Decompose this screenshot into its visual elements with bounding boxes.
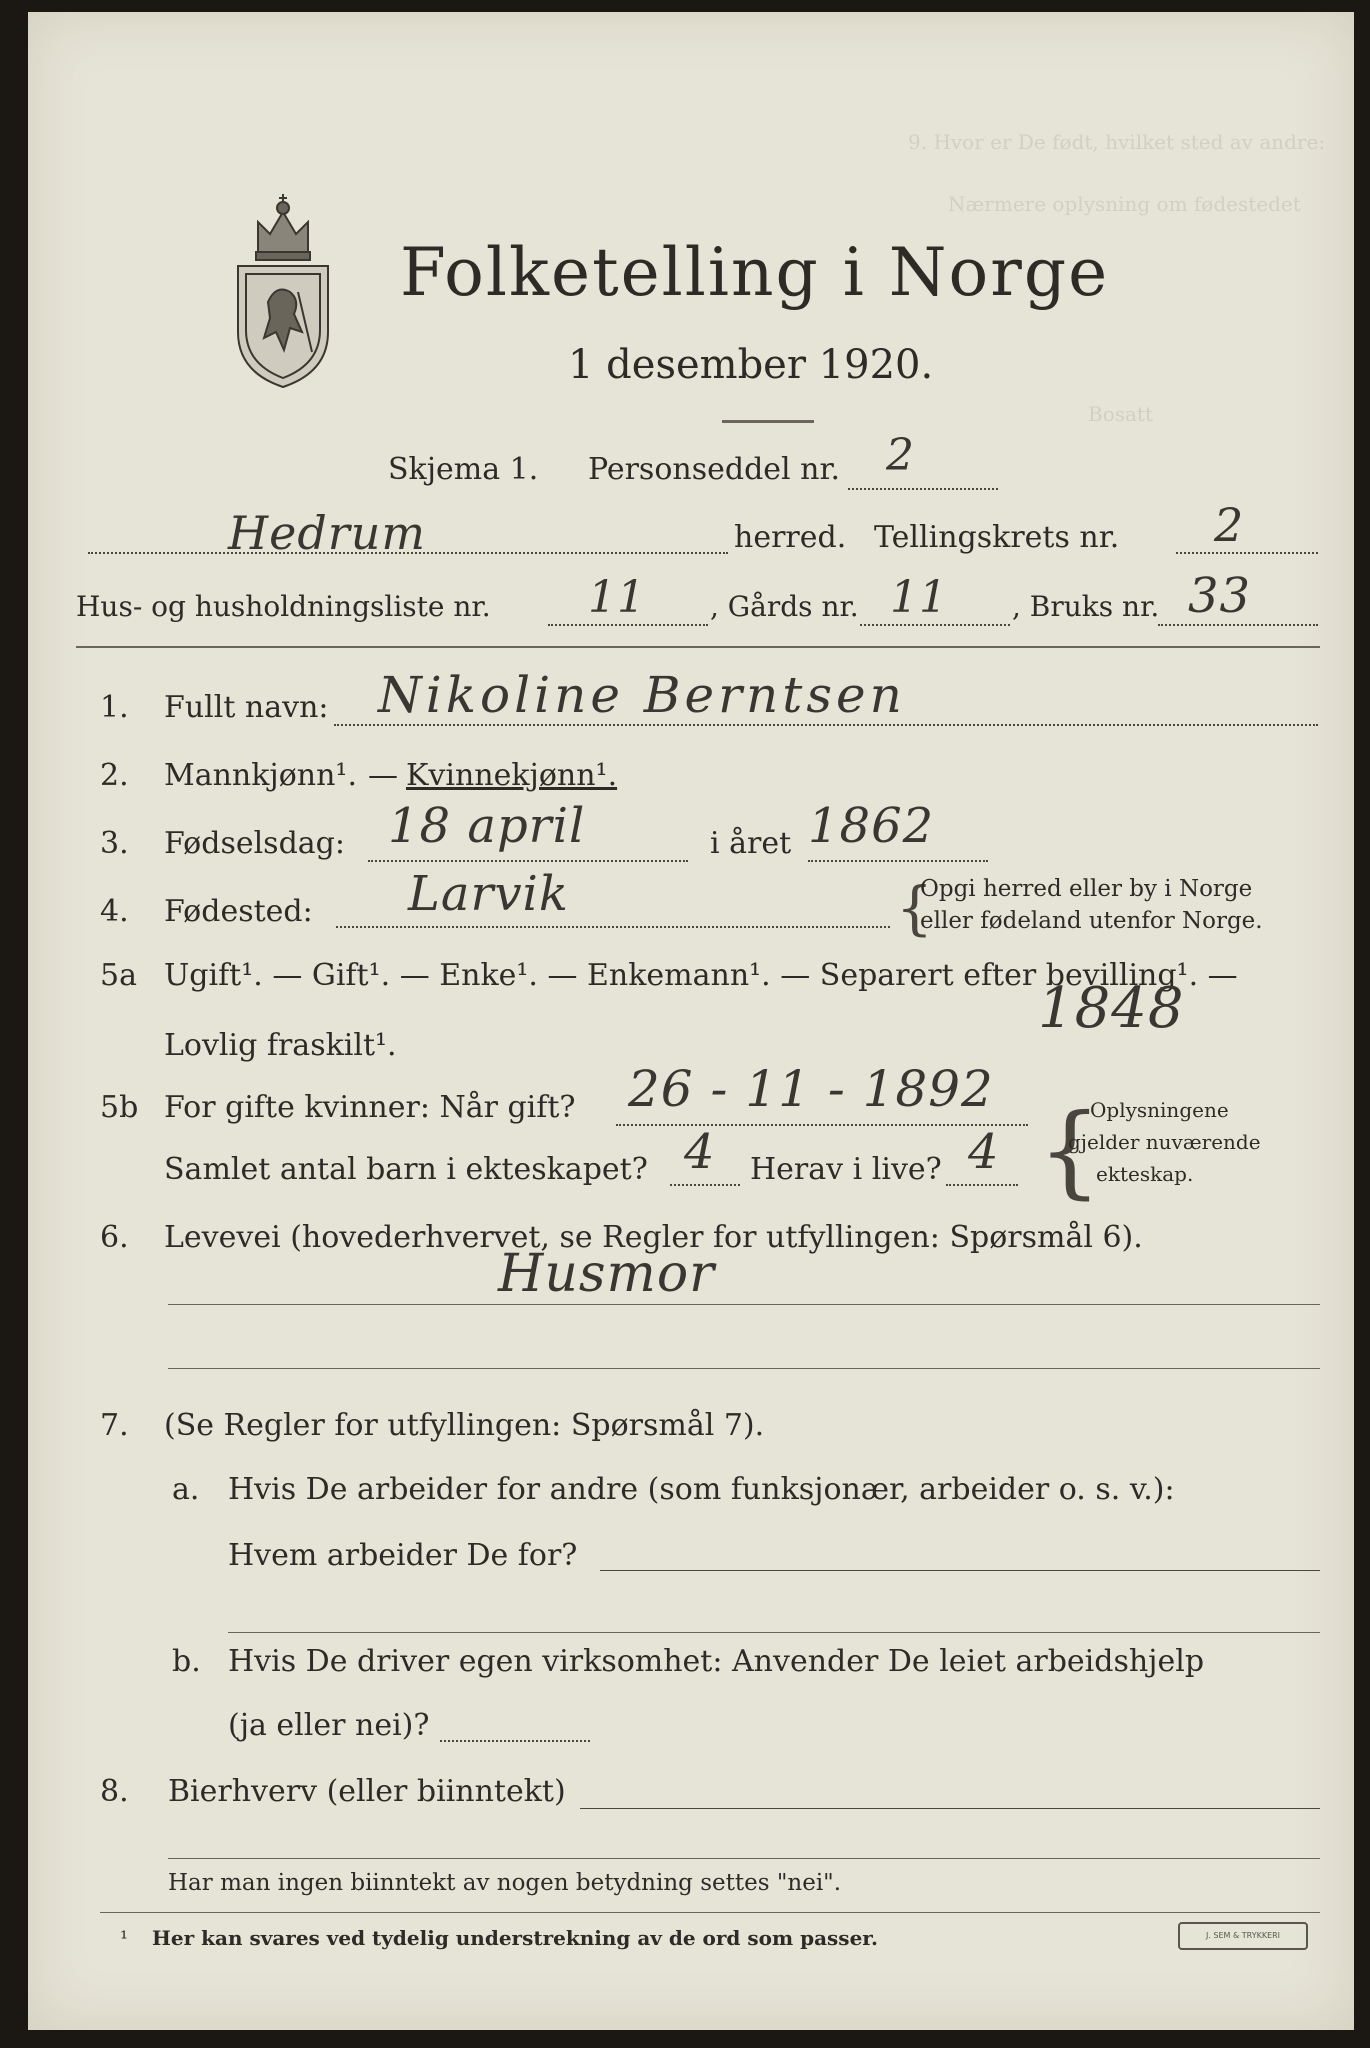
- birthplace-value[interactable]: Larvik: [408, 866, 569, 922]
- q7a-employer-label: Hvem arbeider De for?: [228, 1538, 578, 1573]
- q5a-number: 5a: [100, 958, 137, 993]
- q3-number: 3.: [100, 826, 129, 861]
- footnote-text: Her kan svares ved tydelig understrekning av de ord som passer.: [152, 1926, 878, 1950]
- husliste-value[interactable]: 11: [588, 572, 646, 623]
- skjema-label: Skjema 1.: [388, 452, 539, 487]
- q5b-number: 5b: [100, 1090, 139, 1125]
- tellingskrets-value[interactable]: 2: [1214, 498, 1245, 552]
- q7b-letter: b.: [172, 1644, 201, 1679]
- form-title: Folketelling i Norge: [400, 234, 1110, 311]
- bruks-label: , Bruks nr.: [1012, 590, 1160, 623]
- q7a-question: Hvis De arbeider for andre (som funksjonær, arbeider o. s. v.):: [228, 1472, 1175, 1507]
- alive-label: Herav i live?: [750, 1152, 942, 1187]
- no-income-note: Har man ingen biinntekt av nogen betydning settes "nei".: [168, 1870, 842, 1896]
- printer-stamp: J. SEM & TRYKKERI: [1178, 1922, 1308, 1950]
- tellingskrets-label: Tellingskrets nr.: [874, 520, 1120, 555]
- hired-help-field[interactable]: [440, 1740, 590, 1742]
- q4-label: Fødested:: [164, 894, 313, 929]
- side-income-label: Bierhverv (eller biinntekt): [168, 1774, 566, 1809]
- bruks-value[interactable]: 33: [1188, 568, 1252, 624]
- year-label: i året: [710, 826, 792, 861]
- census-date: 1 desember 1920.: [568, 342, 934, 388]
- herred-value[interactable]: Hedrum: [228, 506, 427, 560]
- q4-number: 4.: [100, 894, 129, 929]
- alive-value[interactable]: 4: [968, 1124, 1000, 1180]
- gards-label: , Gårds nr.: [710, 590, 859, 623]
- civil-status-options-2[interactable]: Lovlig fraskilt¹.: [164, 1028, 397, 1063]
- q7b-hired-help-label: (ja eller nei)?: [228, 1708, 430, 1743]
- side-income-field[interactable]: [580, 1808, 1320, 1809]
- norwegian-coat-of-arms-icon: [228, 182, 338, 392]
- kvinnekjonn-option-underlined[interactable]: Kvinnekjønn¹.: [406, 758, 618, 793]
- q3-label: Fødselsdag:: [164, 826, 345, 861]
- occupation-value[interactable]: Husmor: [498, 1244, 715, 1304]
- census-form-sheet: 9. Hvor er De født, hvilket sted av andre: Nærmere oplysning om fødestedet Bosatt Folketelling i Norge 1 desember 1920. Skjema 1. Personseddel nr. 2 Hedrum herred. Tellingskrets nr. 2 Hus- og husholdningsliste nr. 11 , Gårds nr. 11 , Bruks nr. 33 1. Fullt navn: Nikoline Berntsen 2. Mannkjønn¹. — Kvinnekjønn¹. 3. Fødselsdag: 18 april i året 1862 4. Fødested: Larvik { Opgi herred eller by i Norge eller fødeland utenfor Norge. 5a Ugift¹. — Gift¹. — Enke¹. — Enkemann¹. — Separert efter bevilling¹. — Lovlig fraskilt¹. 1848 5b For gifte kvinner: Når gift? 26 - 11 - 1892 Samlet antal barn i ekteskapet? 4 Herav i live? 4 { Oplysningene gjelder nuværende ekteskap. 6. Levevei (hovederhvervet, se Regler for utfyllingen: Spørsmål 6). Husmor 7. (Se Regler for utfyllingen: Spørsmål 7). a. Hvis De arbeider for andre (som funksjonær, arbeider o. s. v.): Hvem arbeider De for? b. Hvis De driver egen virksomhet: Anvender De leiet arbeidshjelp (ja eller nei)? 8. Bierhverv (eller biinntekt) Har man ingen biinntekt av nogen betydning settes "nei". ¹ Her kan svares ved tydelig understrekning av de ord som passer. J. SEM & TRYKKERI: [28, 12, 1354, 2030]
- header-divider: [722, 420, 814, 423]
- civil-status-options[interactable]: Ugift¹. — Gift¹. — Enke¹. — Enkemann¹. — Separert efter bevilling¹. —: [164, 958, 1238, 993]
- children-value[interactable]: 4: [684, 1124, 716, 1180]
- full-name-value[interactable]: Nikoline Berntsen: [378, 666, 906, 724]
- gards-value[interactable]: 11: [890, 572, 948, 623]
- q7-number: 7.: [100, 1408, 129, 1443]
- q1-number: 1.: [100, 690, 129, 725]
- q7a-letter: a.: [172, 1472, 200, 1507]
- q1-label: Fullt navn:: [164, 690, 329, 725]
- q2-number: 2.: [100, 758, 129, 793]
- husliste-label: Hus- og husholdningsliste nr.: [76, 590, 491, 623]
- herred-label: herred.: [734, 520, 847, 555]
- employer-field[interactable]: [600, 1570, 1320, 1571]
- birth-year-value[interactable]: 1862: [808, 798, 935, 854]
- married-date-label: For gifte kvinner: Når gift?: [164, 1090, 576, 1125]
- marriage-note-1: Oplysningene: [1090, 1098, 1229, 1122]
- q6-number: 6.: [100, 1220, 129, 1255]
- q2-dash: —: [368, 758, 398, 793]
- q7b-question: Hvis De driver egen virksomhet: Anvender De leiet arbeidshjelp: [228, 1644, 1205, 1679]
- birthday-value[interactable]: 18 april: [388, 798, 586, 854]
- personseddel-label: Personseddel nr.: [588, 452, 841, 487]
- marriage-note-2: gjelder nuværende: [1068, 1130, 1261, 1154]
- children-label: Samlet antal barn i ekteskapet?: [164, 1152, 648, 1187]
- birthplace-note-2: eller fødeland utenfor Norge.: [920, 908, 1263, 934]
- q8-number: 8.: [100, 1774, 129, 1809]
- birthplace-note-1: Opgi herred eller by i Norge: [920, 876, 1253, 902]
- personseddel-value[interactable]: 2: [886, 430, 915, 481]
- occupation-label: Levevei (hovederhvervet, se Regler for utfyllingen: Spørsmål 6).: [164, 1220, 1143, 1255]
- married-date-value[interactable]: 26 - 11 - 1892: [628, 1060, 994, 1118]
- section-divider: [76, 646, 1320, 648]
- footnote-mark: ¹: [120, 1926, 129, 1950]
- margin-annotation: 1848: [1038, 976, 1185, 1041]
- q7-label: (Se Regler for utfyllingen: Spørsmål 7).: [164, 1408, 765, 1443]
- marriage-note-3: ekteskap.: [1096, 1162, 1194, 1186]
- mannkjonn-option[interactable]: Mannkjønn¹.: [164, 758, 357, 793]
